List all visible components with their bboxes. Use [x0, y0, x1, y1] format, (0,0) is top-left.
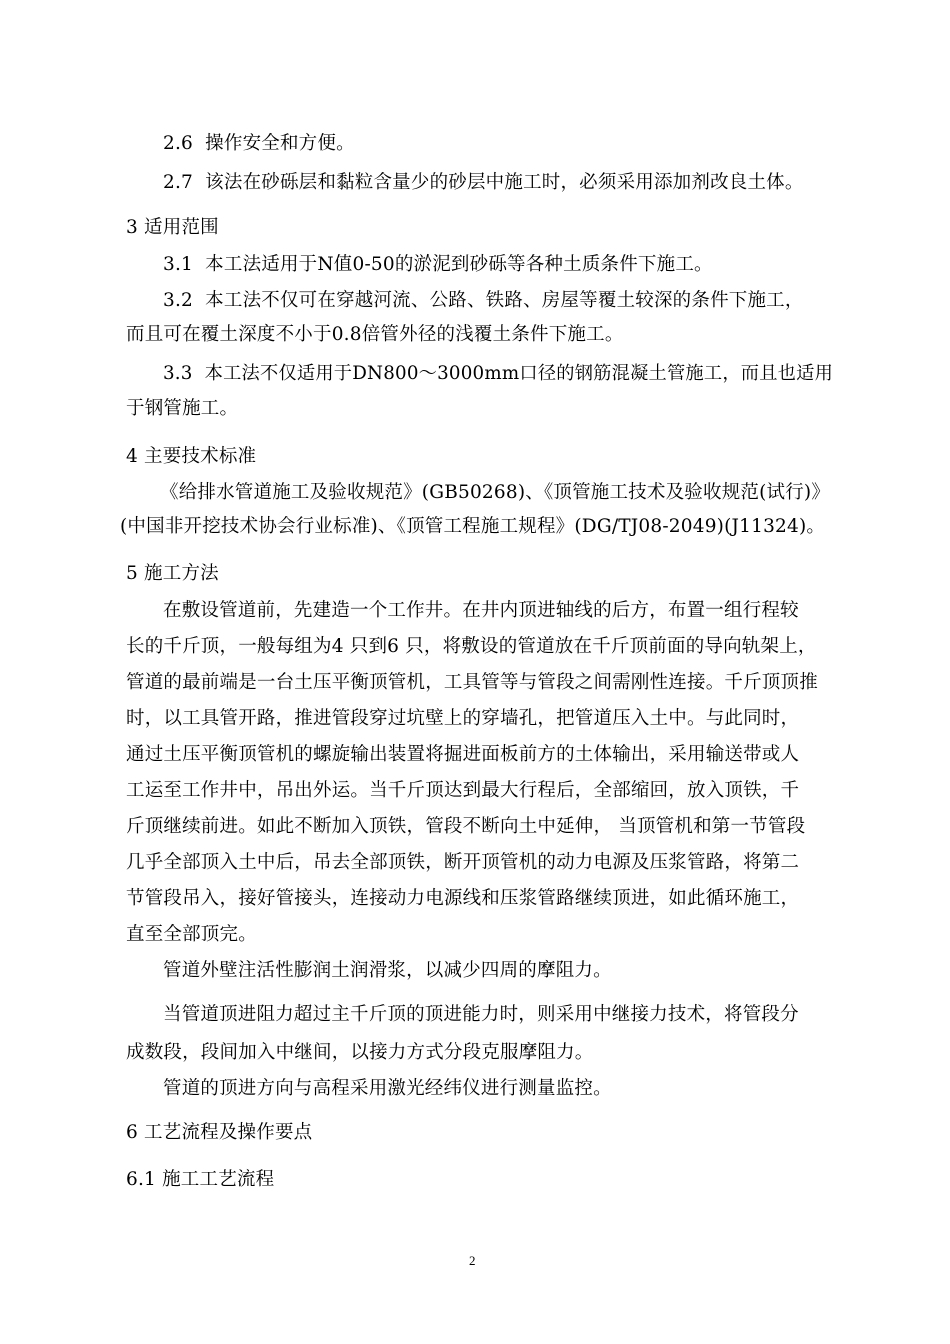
text-line: 斤顶继续前进。如此不断加入顶铁，管段不断向土中延伸， 当顶管机和第一节管段 — [126, 816, 806, 837]
text-line: 管道的最前端是一台土压平衡顶管机，工具管等与管段之间需刚性连接。千斤顶顶推 — [126, 672, 818, 693]
page-number: 2 — [469, 1253, 476, 1268]
text-line: 管道的顶进方向与高程采用激光经纬仪进行测量监控。 — [163, 1078, 612, 1099]
text-line: 成数段，段间加入中继间，以接力方式分段克服摩阻力。 — [126, 1042, 594, 1063]
text-line: 2.6 操作安全和方便。 — [163, 133, 355, 154]
text-line: 3.1 本工法适用于N值0-50的淤泥到砂砾等各种土质条件下施工。 — [163, 254, 713, 275]
text-line: 在敷设管道前，先建造一个工作井。在井内顶进轴线的后方，布置一组行程较 — [163, 600, 799, 621]
text-line: 管道外壁注活性膨润土润滑浆，以减少四周的摩阻力。 — [163, 960, 612, 981]
text-line: 节管段吊入，接好管接头，连接动力电源线和压浆管路继续顶进，如此循环施工， — [126, 888, 800, 909]
text-line: 通过土压平衡顶管机的螺旋输出装置将掘进面板前方的土体输出，采用输送带或人 — [126, 744, 800, 765]
text-line: 《给排水管道施工及验收规范》(GB50268)、《顶管施工技术及验收规范(试行)》 — [160, 482, 831, 503]
text-line: 而且可在覆土深度不小于0.8倍管外径的浅覆土条件下施工。 — [126, 324, 624, 345]
section-heading: 3 适用范围 — [126, 217, 219, 238]
text-line: 工运至工作井中，吊出外运。当千斤顶达到最大行程后，全部缩回，放入顶铁，千 — [126, 780, 800, 801]
section-heading: 4 主要技术标准 — [126, 446, 257, 467]
text-line: (中国非开挖技术协会行业标准)、《顶管工程施工规程》(DG/TJ08-2049)(J11324)。 — [120, 516, 826, 537]
section-heading: 6.1 施工工艺流程 — [126, 1169, 275, 1190]
text-line: 几乎全部顶入土中后，吊去全部顶铁，断开顶管机的动力电源及压浆管路，将第二 — [126, 852, 800, 873]
text-line: 3.3 本工法不仅适用于DN800～3000mm口径的钢筋混凝土管施工，而且也适用 — [163, 363, 834, 384]
section-heading: 6 工艺流程及操作要点 — [126, 1122, 313, 1143]
text-line: 时，以工具管开路，推进管段穿过坑壁上的穿墙孔，把管道压入土中。与此同时， — [126, 708, 800, 729]
section-heading: 5 施工方法 — [126, 563, 219, 584]
text-line: 长的千斤顶，一般每组为4 只到6 只，将敷设的管道放在千斤顶前面的导向轨架上， — [126, 636, 817, 657]
text-line: 直至全部顶完。 — [126, 924, 257, 945]
text-line: 3.2 本工法不仅可在穿越河流、公路、铁路、房屋等覆土较深的条件下施工， — [163, 290, 804, 311]
text-line: 当管道顶进阻力超过主千斤顶的顶进能力时，则采用中继接力技术，将管段分 — [163, 1004, 799, 1025]
text-line: 于钢管施工。 — [126, 398, 239, 419]
text-line: 2.7 该法在砂砾层和黏粒含量少的砂层中施工时，必须采用添加剂改良土体。 — [163, 172, 804, 193]
